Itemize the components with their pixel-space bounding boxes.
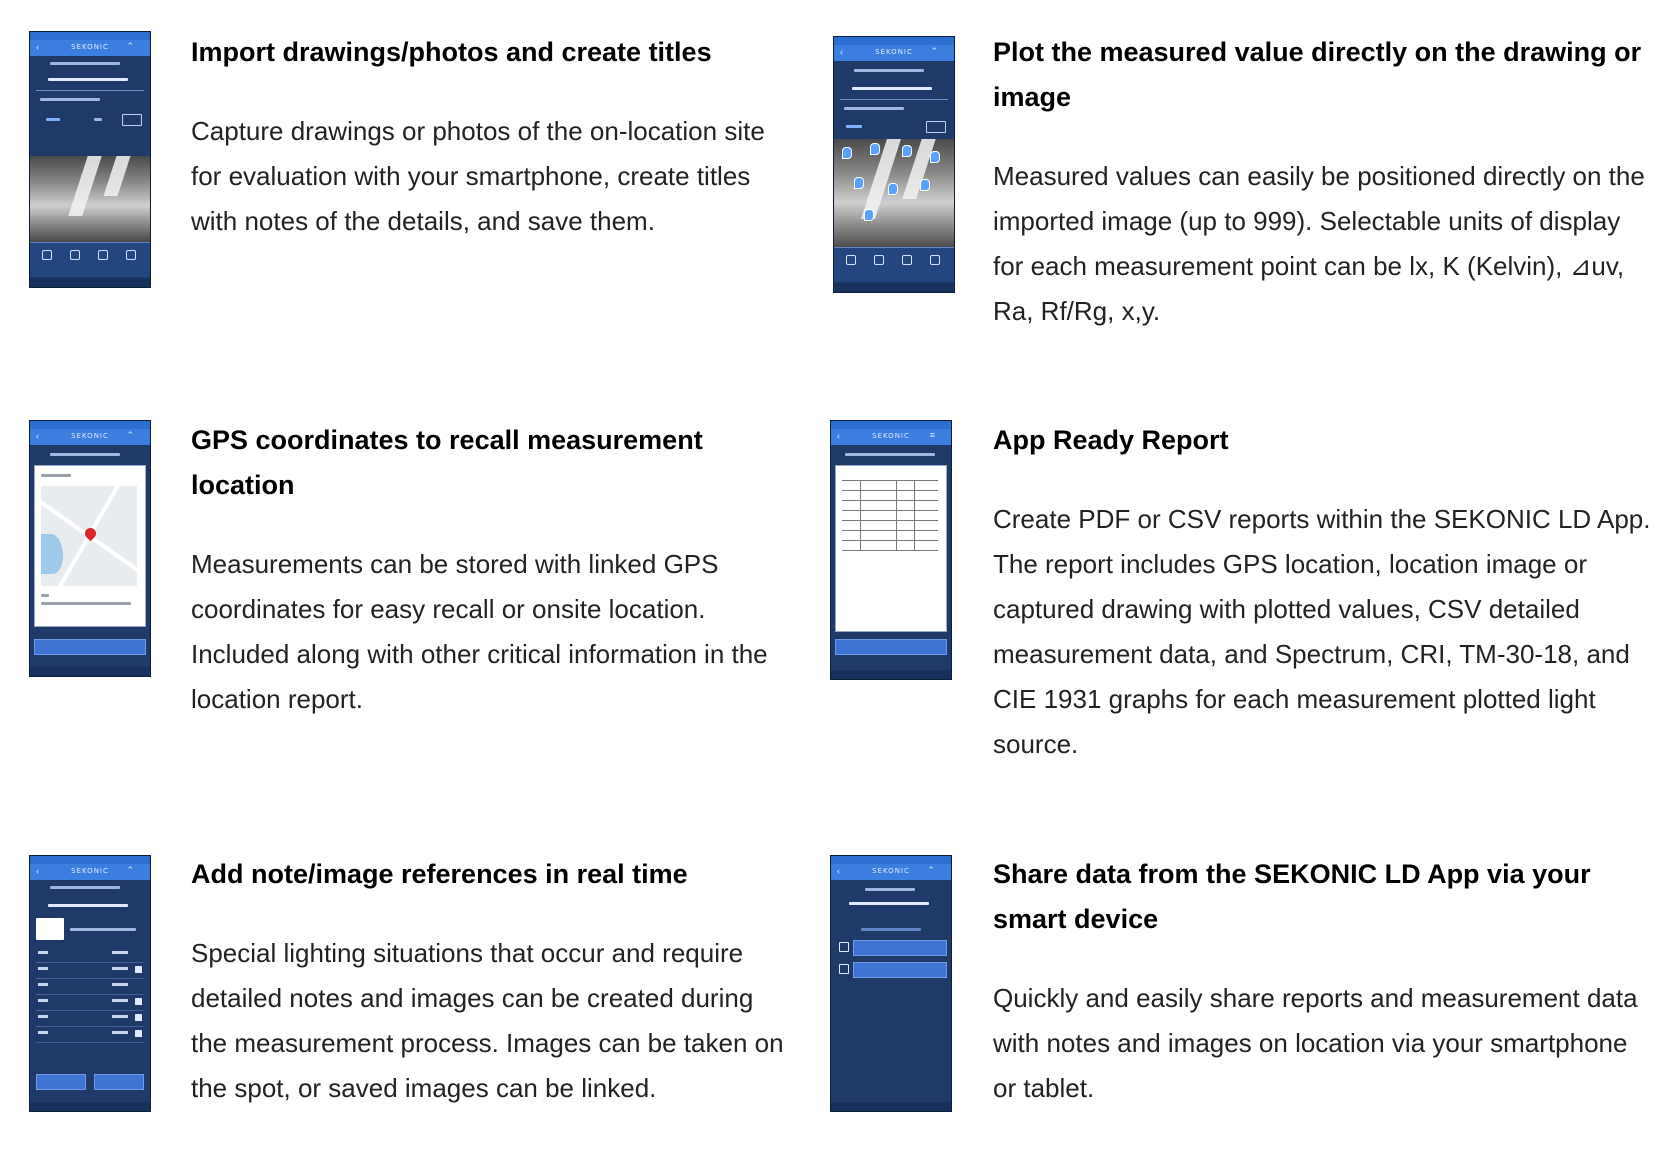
feature-title: Import drawings/photos and create titles <box>191 37 712 67</box>
menu-icon: ≡ <box>929 430 935 440</box>
app-screenshot-report: ‹ SEKONIC ≡ <box>830 420 952 680</box>
feature-description: Capture drawings or photos of the on-location site for evaluation with your smartphone, create titles with notes of the details, and save them. <box>191 116 765 236</box>
feature-description: Measured values can easily be positioned directly on the imported image (up to 999). Selectable units of display for each measurement point can be lx, K (Kelvin), ⊿uv, Ra, Rf/Rg, x,y. <box>993 161 1645 326</box>
chevron-up-icon: ⌃ <box>126 41 134 51</box>
chevron-up-icon: ⌃ <box>927 865 935 875</box>
app-screenshot-photo-import: ‹ SEKONIC ⌃ <box>29 31 151 288</box>
feature-description: Create PDF or CSV reports within the SEKONIC LD App. The report includes GPS location, location image or captured drawing with plotted values, CSV detailed measurement data, and Spectrum, CRI, TM-30-18, and CIE 1931 graphs for each measurement plotted light source. <box>993 504 1651 759</box>
feature-title: Add note/image references in real time <box>191 859 688 889</box>
chevron-up-icon: ⌃ <box>930 46 938 56</box>
back-arrow-icon: ‹ <box>36 42 39 52</box>
app-screenshot-gps-map: ‹ SEKONIC ⌃ <box>29 420 151 677</box>
feature-description: Special lighting situations that occur and require detailed notes and images can be created during the measurement process. Images can be taken on the spot, or saved images can be linked. <box>191 938 784 1103</box>
back-arrow-icon: ‹ <box>36 866 39 876</box>
location-map <box>41 486 137 586</box>
feature-title: Plot the measured value directly on the drawing or image <box>993 37 1642 112</box>
feature-title: App Ready Report <box>993 425 1229 455</box>
app-screenshot-share: ‹ SEKONIC ⌃ <box>830 855 952 1112</box>
back-arrow-icon: ‹ <box>837 866 840 876</box>
feature-description: Quickly and easily share reports and measurement data with notes and images on location via your smartphone or tablet. <box>993 983 1638 1103</box>
chevron-up-icon: ⌃ <box>126 430 134 440</box>
feature-title: Share data from the SEKONIC LD App via your smart device <box>993 859 1591 934</box>
app-screenshot-notes: ‹ SEKONIC ⌃ <box>29 855 151 1112</box>
back-arrow-icon: ‹ <box>840 47 843 57</box>
feature-title: GPS coordinates to recall measurement location <box>191 425 703 500</box>
back-arrow-icon: ‹ <box>36 431 39 441</box>
feature-description: Measurements can be stored with linked GPS coordinates for easy recall or onsite location. Included along with other critical information in the location report. <box>191 549 768 714</box>
app-screenshot-plotted-values: ‹ SEKONIC ⌃ <box>833 36 955 293</box>
chevron-up-icon: ⌃ <box>126 865 134 875</box>
location-pin-icon <box>83 526 99 542</box>
back-arrow-icon: ‹ <box>837 431 840 441</box>
